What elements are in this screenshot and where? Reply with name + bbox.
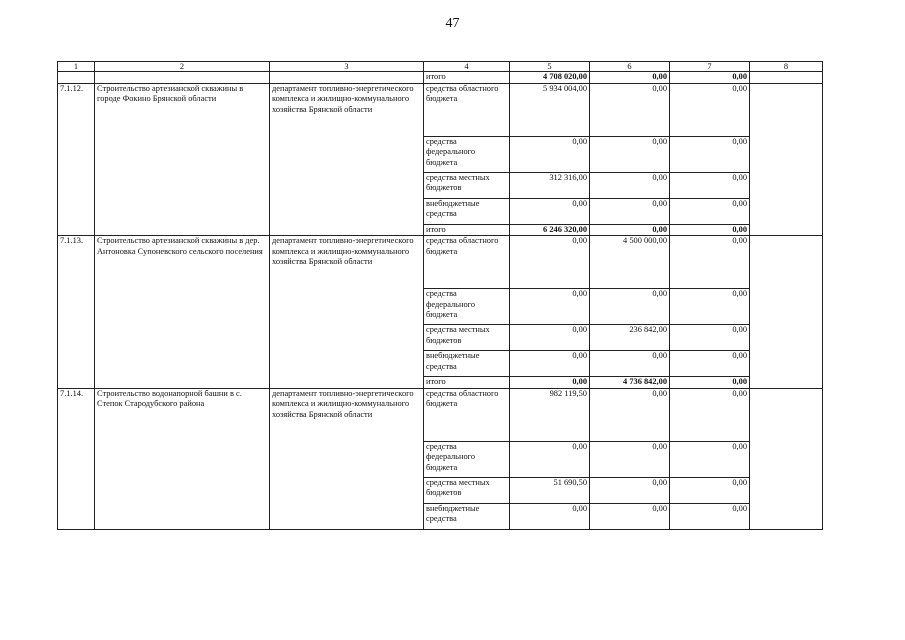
value-col5: 0,00	[510, 289, 590, 325]
item-title: Строительство артезианской скважины в дер. Антоновка Супоневского сельского поселения	[95, 236, 270, 389]
total-row	[58, 72, 823, 84]
value-col6: 0,00	[590, 172, 670, 198]
table-row	[58, 388, 823, 441]
value-col5: 4 708 020,00	[510, 72, 590, 84]
value-col6: 0,00	[590, 224, 670, 236]
header-cell: 6	[590, 62, 670, 72]
header-cell: 3	[270, 62, 424, 72]
row-label: средства областного бюджета	[424, 83, 510, 136]
item-title: Строительство водонапорной башни в с. Степок Стародубского района	[95, 388, 270, 529]
row-label: итого	[424, 224, 510, 236]
value-col7: 0,00	[670, 83, 750, 136]
header-row	[58, 62, 823, 72]
value-col6: 0,00	[590, 388, 670, 441]
value-col7: 0,00	[670, 236, 750, 289]
budget-table	[57, 61, 823, 530]
value-col5: 312 316,00	[510, 172, 590, 198]
empty-cell	[58, 72, 95, 84]
value-col6: 236 842,00	[590, 325, 670, 351]
item-department: департамент топливно-энергетического комплекса и жилищно-коммунального хозяйства Брянской области	[270, 83, 424, 236]
empty-cell	[750, 388, 823, 529]
table-row	[58, 236, 823, 289]
value-col7: 0,00	[670, 477, 750, 503]
header-cell: 1	[58, 62, 95, 72]
header-cell: 8	[750, 62, 823, 72]
value-col5: 0,00	[510, 351, 590, 377]
item-department: департамент топливно-энергетического комплекса и жилищно-коммунального хозяйства Брянской области	[270, 388, 424, 529]
value-col6: 0,00	[590, 477, 670, 503]
value-col6: 0,00	[590, 503, 670, 529]
value-col6: 4 500 000,00	[590, 236, 670, 289]
item-title: Строительство артезианской скважины в городе Фокино Брянской области	[95, 83, 270, 236]
row-label: средства федерального бюджета	[424, 441, 510, 477]
empty-cell	[750, 72, 823, 84]
value-col5: 0,00	[510, 198, 590, 224]
value-col7: 0,00	[670, 325, 750, 351]
value-col5: 0,00	[510, 503, 590, 529]
value-col6: 0,00	[590, 198, 670, 224]
item-code: 7.1.14.	[58, 388, 95, 529]
value-col7: 0,00	[670, 351, 750, 377]
value-col7: 0,00	[670, 388, 750, 441]
value-col7: 0,00	[670, 503, 750, 529]
value-col5: 51 690,50	[510, 477, 590, 503]
value-col5: 5 934 004,00	[510, 83, 590, 136]
item-code: 7.1.13.	[58, 236, 95, 389]
value-col6: 0,00	[590, 351, 670, 377]
item-code: 7.1.12.	[58, 83, 95, 236]
row-label: средства областного бюджета	[424, 388, 510, 441]
row-label: внебюджетные средства	[424, 198, 510, 224]
empty-cell	[750, 236, 823, 389]
header-cell: 2	[95, 62, 270, 72]
value-col7: 0,00	[670, 441, 750, 477]
value-col5: 0,00	[510, 136, 590, 172]
value-col5: 0,00	[510, 377, 590, 389]
row-label: средства областного бюджета	[424, 236, 510, 289]
header-cell: 5	[510, 62, 590, 72]
value-col5: 6 246 320,00	[510, 224, 590, 236]
value-col5: 0,00	[510, 236, 590, 289]
header-cell: 4	[424, 62, 510, 72]
value-col6: 0,00	[590, 83, 670, 136]
header-cell: 7	[670, 62, 750, 72]
row-label: итого	[424, 377, 510, 389]
item-department: департамент топливно-энергетического комплекса и жилищно-коммунального хозяйства Брянской области	[270, 236, 424, 389]
empty-cell	[270, 72, 424, 84]
value-col6: 0,00	[590, 72, 670, 84]
value-col5: 0,00	[510, 441, 590, 477]
value-col7: 0,00	[670, 289, 750, 325]
value-col7: 0,00	[670, 172, 750, 198]
value-col7: 0,00	[670, 136, 750, 172]
empty-cell	[750, 83, 823, 236]
row-label: средства местных бюджетов	[424, 325, 510, 351]
row-label: внебюджетные средства	[424, 351, 510, 377]
value-col5: 982 119,50	[510, 388, 590, 441]
value-col5: 0,00	[510, 325, 590, 351]
row-label: средства местных бюджетов	[424, 172, 510, 198]
row-label: итого	[424, 72, 510, 84]
row-label: средства местных бюджетов	[424, 477, 510, 503]
value-col6: 0,00	[590, 441, 670, 477]
page-number: 47	[445, 16, 460, 31]
row-label: средства федерального бюджета	[424, 289, 510, 325]
row-label: средства федерального бюджета	[424, 136, 510, 172]
table-row	[58, 83, 823, 136]
value-col6: 0,00	[590, 289, 670, 325]
value-col7: 0,00	[670, 72, 750, 84]
value-col7: 0,00	[670, 198, 750, 224]
row-label: внебюджетные средства	[424, 503, 510, 529]
value-col6: 0,00	[590, 136, 670, 172]
value-col7: 0,00	[670, 377, 750, 389]
value-col7: 0,00	[670, 224, 750, 236]
empty-cell	[95, 72, 270, 84]
value-col6: 4 736 842,00	[590, 377, 670, 389]
